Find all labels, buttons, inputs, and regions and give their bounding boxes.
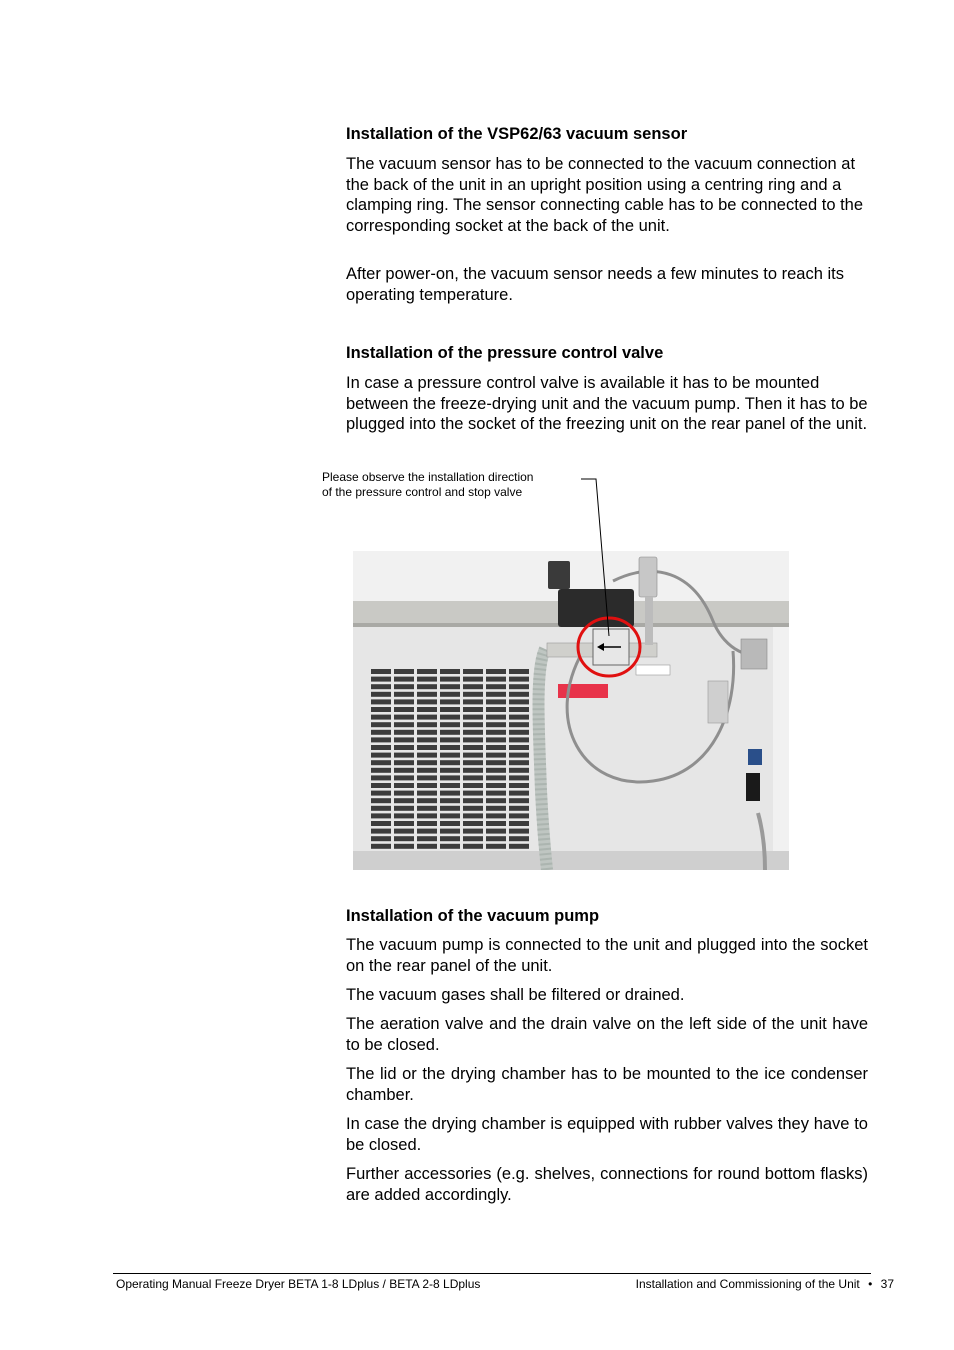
heading-pressure-control-valve: Installation of the pressure control valve — [346, 344, 664, 362]
paragraph-vacuum-gases: The vacuum gases shall be filtered or drained. — [346, 986, 685, 1004]
heading-vacuum-pump: Installation of the vacuum pump — [346, 907, 600, 925]
footer-rule — [113, 1273, 871, 1274]
callout-line-1: Please observe the installation direction — [322, 470, 534, 484]
paragraph-aeration-drain-valve: The aeration valve and the drain valve on the left side of the unit have to be closed. — [346, 1015, 868, 1054]
paragraph-lid-drying-chamber: The lid or the drying chamber has to be mounted to the ice condenser chamber. — [346, 1065, 868, 1104]
footer-page-number: 37 — [880, 1277, 894, 1291]
paragraph-vacuum-sensor-warmup: After power-on, the vacuum sensor needs a few minutes to reach its operating temperature. — [346, 265, 844, 304]
paragraph-vacuum-sensor-connection: The vacuum sensor has to be connected to the vacuum connection at the back of the unit in an upright position using a centring ring and a clamping ring. The sensor connecting cable has to be connected to the corresponding socket at the back of the unit. — [346, 155, 864, 235]
paragraph-pressure-control-valve: In case a pressure control valve is available it has to be mounted between the freeze-drying unit and the vacuum pump. Then it has to be plugged into the socket of the freezing unit on the rear panel of the unit. — [346, 374, 868, 433]
paragraph-further-accessories: Further accessories (e.g. shelves, connections for round bottom flasks) are added accordingly. — [346, 1165, 868, 1204]
footer-chapter-title: Installation and Commissioning of the Unit — [635, 1277, 860, 1291]
callout-leader-line — [581, 479, 609, 636]
footer-document-title: Operating Manual Freeze Dryer BETA 1-8 LDplus / BETA 2-8 LDplus — [116, 1277, 481, 1291]
heading-vacuum-sensor: Installation of the VSP62/63 vacuum sensor — [346, 125, 688, 143]
paragraph-rubber-valves: In case the drying chamber is equipped with rubber valves they have to be closed. — [346, 1115, 868, 1154]
footer-bullet: • — [868, 1277, 873, 1291]
callout-line-2: of the pressure control and stop valve — [322, 485, 523, 499]
footer-chapter — [560, 1277, 894, 1291]
paragraph-pump-connection: The vacuum pump is connected to the unit and plugged into the socket on the rear panel of the unit. — [346, 936, 868, 975]
